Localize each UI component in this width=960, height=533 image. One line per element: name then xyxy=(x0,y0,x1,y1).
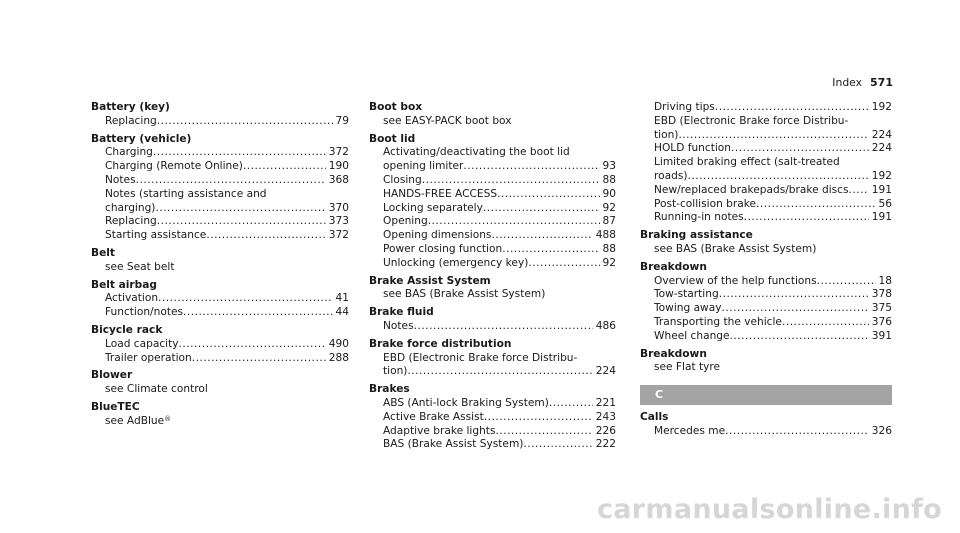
index-entry: Power closing function ..... 88 xyxy=(369,243,616,257)
index-entry: Opening dimensions ..... 488 xyxy=(369,229,616,243)
index-entry: opening limiter ..... 93 xyxy=(369,160,616,174)
index-heading: Belt xyxy=(91,246,115,259)
index-column-2 xyxy=(369,101,616,452)
index-heading: Boot lid xyxy=(369,132,416,145)
index-entry: Adaptive brake lights ..... 226 xyxy=(369,425,616,439)
header-label: Index xyxy=(832,76,863,89)
see-reference: see EASY-PACK boot box xyxy=(383,114,512,127)
index-entry: HOLD function ..... 224 xyxy=(640,142,892,156)
index-entry: Activation ..... 41 xyxy=(91,292,349,306)
index-heading: Breakdown xyxy=(640,347,707,360)
index-entry: Driving tips ..... 192 xyxy=(640,101,892,115)
index-heading: Boot box xyxy=(369,101,423,113)
index-entry: Running-in notes ..... 191 xyxy=(640,211,892,225)
index-entry-continued: EBD (Electronic Brake force Distribu- xyxy=(654,114,849,127)
index-entry: Active Brake Assist ..... 243 xyxy=(369,411,616,425)
index-entry: Mercedes me ..... 326 xyxy=(640,425,892,439)
see-reference: see Flat tyre xyxy=(654,361,721,374)
index-heading: Brakes xyxy=(369,383,410,396)
index-entry: Charging ..... 372 xyxy=(91,146,349,160)
index-entry: Tow-starting ..... 378 xyxy=(640,288,892,302)
watermark: carmanualsonline.info xyxy=(596,494,942,525)
index-entry-continued: Limited braking effect (salt-treated xyxy=(654,156,840,169)
index-entry: Replacing ..... 79 xyxy=(91,115,349,129)
index-entry: Trailer operation ..... 288 xyxy=(91,352,349,366)
index-entry: Load capacity ..... 490 xyxy=(91,338,349,352)
index-entry: Overview of the help functions ..... 18 xyxy=(640,275,892,289)
index-entry: Notes ..... 486 xyxy=(369,320,616,334)
index-heading: Brake force distribution xyxy=(369,337,512,350)
index-entry: roads) ..... 192 xyxy=(640,170,892,184)
index-entry: charging) ..... 370 xyxy=(91,202,349,216)
index-entry-continued: Activating/deactivating the boot lid xyxy=(383,146,570,159)
index-heading: Battery (key) xyxy=(91,101,170,113)
index-entry: Charging (Remote Online) ..... 190 xyxy=(91,160,349,174)
index-entry: Function/notes ..... 44 xyxy=(91,306,349,320)
index-heading: BlueTEC xyxy=(91,400,140,413)
index-entry-continued: EBD (Electronic Brake force Distribu- xyxy=(383,351,578,364)
see-reference: see AdBlue® xyxy=(105,414,172,427)
index-heading: Belt airbag xyxy=(91,278,157,291)
index-heading: Breakdown xyxy=(640,260,707,273)
index-entry: BAS (Brake Assist System) ..... 222 xyxy=(369,438,616,452)
index-entry: tion) ..... 224 xyxy=(640,129,892,143)
see-reference: see BAS (Brake Assist System) xyxy=(654,242,817,255)
index-column-1 xyxy=(91,101,349,429)
index-entry: Unlocking (emergency key) ..... 92 xyxy=(369,257,616,271)
index-entry: Notes ..... 368 xyxy=(91,174,349,188)
index-entry: Locking separately ..... 92 xyxy=(369,202,616,216)
index-heading: Brake fluid xyxy=(369,306,434,319)
index-entry: New/replaced brakepads/brake discs ..... 191 xyxy=(640,184,892,198)
see-reference: see Seat belt xyxy=(105,260,175,273)
index-entry: Opening ..... 87 xyxy=(369,215,616,229)
index-heading: Braking assistance xyxy=(640,229,753,242)
index-entry-continued: Notes (starting assistance and xyxy=(105,187,267,200)
index-entry: Towing away ..... 375 xyxy=(640,302,892,316)
page-number: 571 xyxy=(870,76,893,89)
index-entry: Starting assistance ..... 372 xyxy=(91,229,349,243)
index-column-3 xyxy=(640,101,892,439)
index-entry: Wheel change ..... 391 xyxy=(640,330,892,344)
index-heading: Calls xyxy=(640,411,669,424)
registered-mark: ® xyxy=(164,414,172,423)
see-reference: see BAS (Brake Assist System) xyxy=(383,288,546,301)
index-heading: Bicycle rack xyxy=(91,323,163,336)
index-entry: Replacing ..... 373 xyxy=(91,215,349,229)
index-heading: Battery (vehicle) xyxy=(91,132,192,145)
index-entry: HANDS-FREE ACCESS ..... 90 xyxy=(369,188,616,202)
index-heading: Brake Assist System xyxy=(369,274,491,287)
index-entry: Closing ..... 88 xyxy=(369,174,616,188)
index-entry: Transporting the vehicle ..... 376 xyxy=(640,316,892,330)
index-entry: ABS (Anti-lock Braking System) ..... 221 xyxy=(369,397,616,411)
see-reference: see Climate control xyxy=(105,383,208,396)
index-heading: Blower xyxy=(91,369,133,382)
index-entry: tion) ..... 224 xyxy=(369,365,616,379)
index-entry: Post-collision brake ..... 56 xyxy=(640,198,892,212)
page-header xyxy=(832,76,893,89)
section-letter-bar: C xyxy=(640,385,892,405)
